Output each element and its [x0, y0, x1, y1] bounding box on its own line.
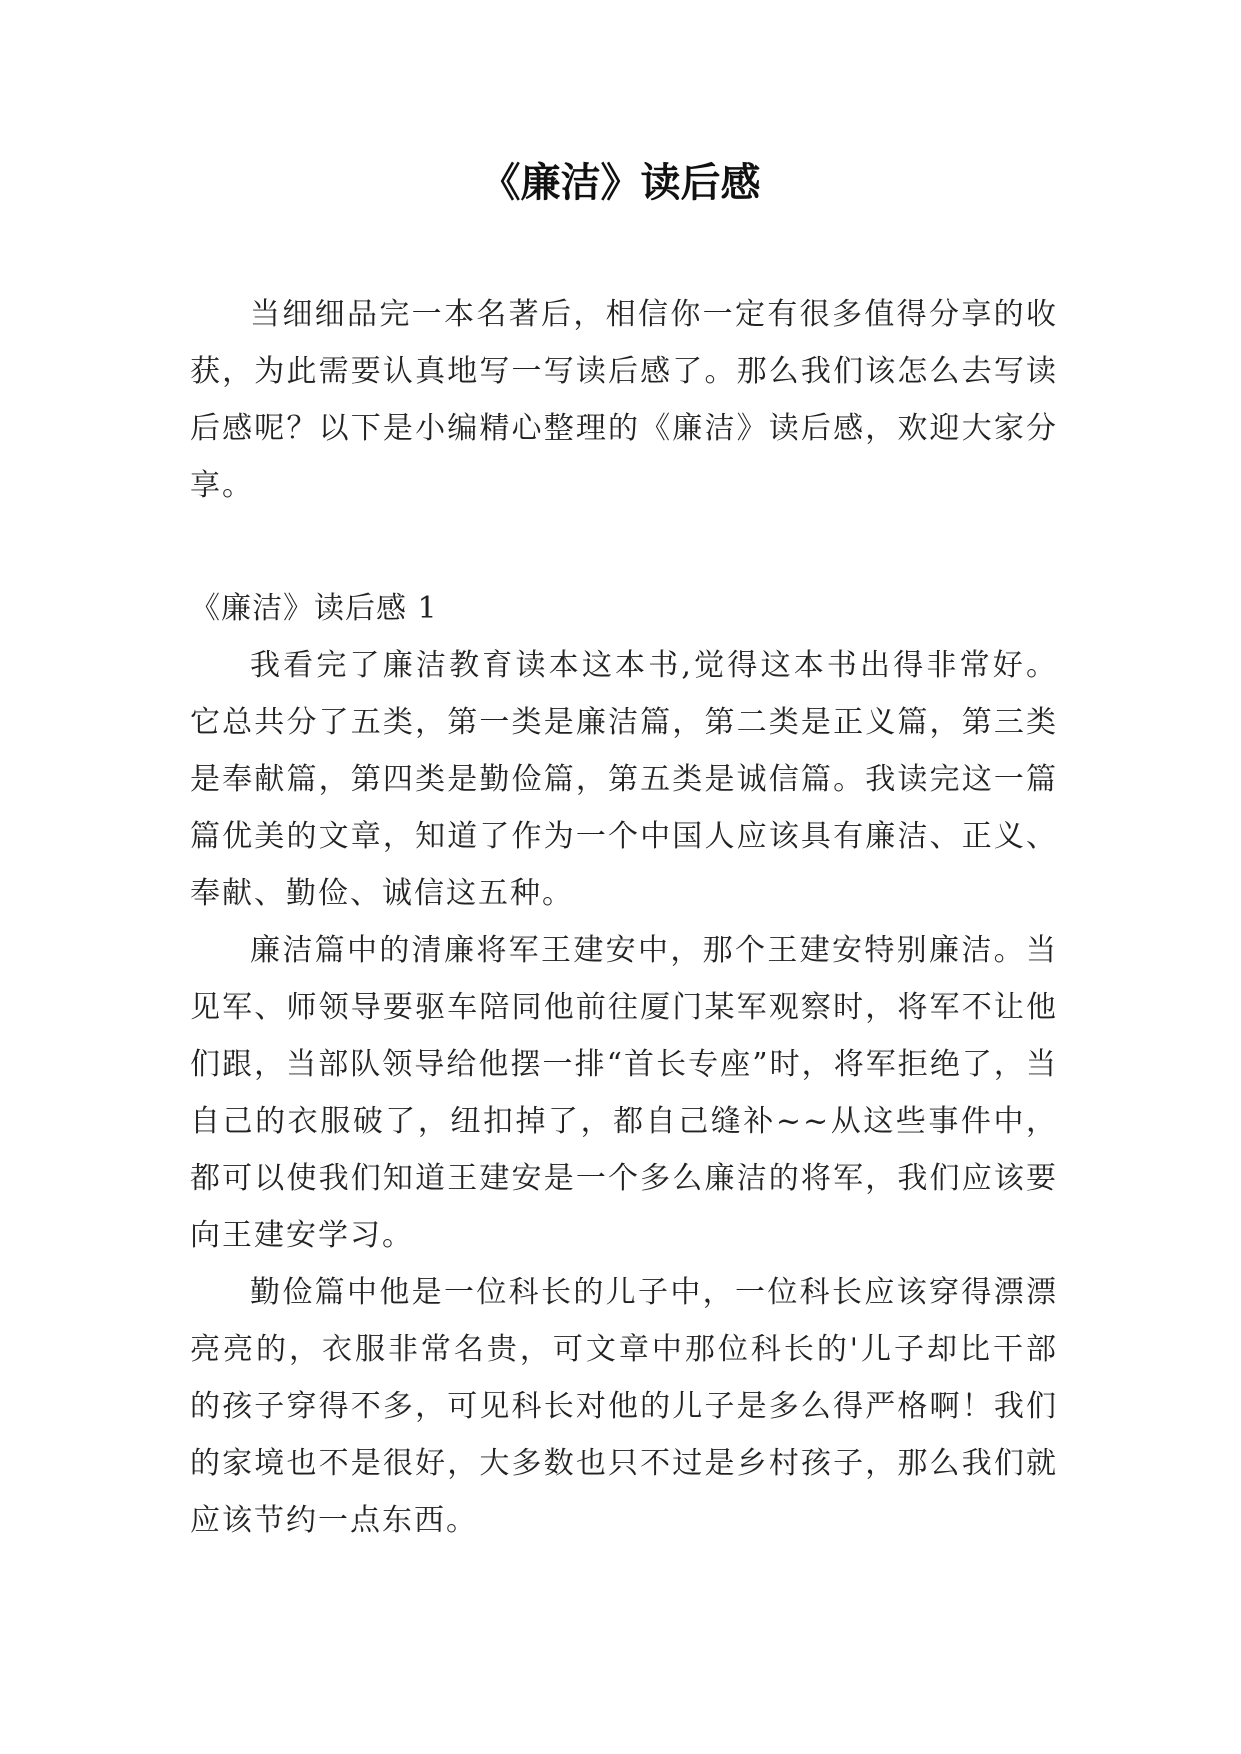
- body-paragraph: 我看完了廉洁教育读本这本书,觉得这本书出得非常好。它总共分了五类，第一类是廉洁篇，第二类是正义篇，第三类是奉献篇，第四类是勤俭篇，第五类是诚信篇。我读完这一篇篇优美的文章，知道了作为一个中国人应该具有廉洁、正义、奉献、勤俭、诚信这五种。: [190, 648, 1058, 911]
- intro-block: [190, 286, 1058, 514]
- section-heading: 《廉洁》读后感 1: [190, 591, 438, 626]
- body-paragraph: 廉洁篇中的清廉将军王建安中，那个王建安特别廉洁。当见军、师领导要驱车陪同他前往厦门某军观察时，将军不让他们跟，当部队领导给他摆一排“首长专座”时，将军拒绝了，当自己的衣服破了，纽扣掉了，都自己缝补~~从这些事件中，都可以使我们知道王建安是一个多么廉洁的将军，我们应该要向王建安学习。: [190, 933, 1058, 1253]
- essay-section: [190, 580, 1058, 1549]
- intro-paragraph: 当细细品完一本名著后，相信你一定有很多值得分享的收获，为此需要认真地写一写读后感了。那么我们该怎么去写读后感呢？以下是小编精心整理的《廉洁》读后感，欢迎大家分享。: [190, 297, 1058, 503]
- body-paragraph: 勤俭篇中他是一位科长的儿子中，一位科长应该穿得漂漂亮亮的，衣服非常名贵，可文章中那位科长的'儿子却比干部的孩子穿得不多，可见科长对他的儿子是多么得严格啊！我们的家境也不是很好，大多数也只不过是乡村孩子，那么我们就应该节约一点东西。: [190, 1275, 1058, 1538]
- document-title: 《廉洁》读后感: [480, 160, 761, 206]
